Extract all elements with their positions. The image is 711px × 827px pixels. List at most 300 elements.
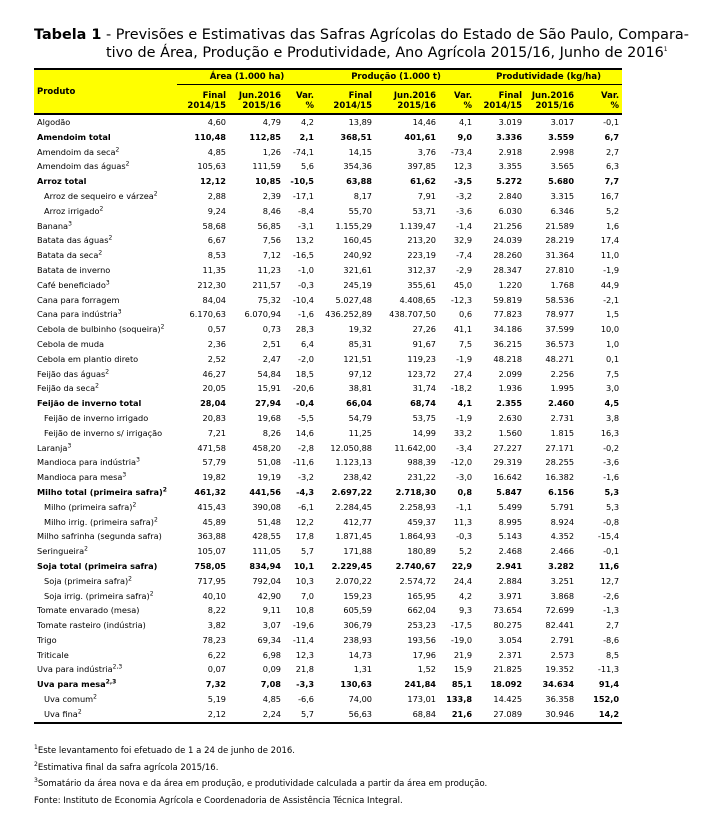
product-name: Batata da seca$^2$ [37,249,103,261]
table-cell: 19.352 [545,664,575,675]
table-cell: 5.847 [496,486,523,497]
table-row [34,500,622,515]
table-row [34,707,622,723]
table-cell: 11,0 [600,250,620,261]
table-cell: 10,1 [293,560,315,571]
table-cell: 18.092 [490,679,523,690]
column-header: Var. % [439,85,475,115]
table-cell: 5,2 [606,205,620,216]
table-cell: -2,1 [603,294,620,305]
table-cell: -17,1 [292,190,315,201]
table-cell: -3,2 [456,190,473,201]
table-cell: 2.718,30 [395,486,437,497]
product-name: Mandioca para mesa$^3$ [37,471,127,483]
table-cell: 97,12 [348,368,373,379]
table-cell: 6.170,63 [189,309,226,320]
footnote-mark: 2 [95,382,99,390]
table-cell: 0,07 [207,664,226,675]
table-cell: 21.256 [493,220,523,231]
table-cell: 1,0 [606,338,620,349]
table-cell: 2.229,45 [331,560,373,571]
product-name: Uva para indústria$^{2,3}$ [37,663,123,675]
table-cell: 12,2 [295,516,315,527]
table-cell: -19,6 [292,620,315,631]
table-cell: 77.823 [493,309,523,320]
table-cell: 27,94 [255,398,281,409]
table-cell: 2,88 [207,190,226,201]
table-cell: 10,3 [295,575,315,586]
table-cell: 662,04 [407,605,437,616]
table-cell: 111,59 [252,161,281,172]
table-cell: 110,48 [194,131,226,142]
table-cell: 8,22 [207,605,226,616]
product-name: Cebola de bulbinho (soqueira)$^2$ [37,323,165,335]
product-name: Milho safrinha (segunda safra) [37,531,162,542]
table-cell: 14,15 [348,146,373,157]
table-cell: 84,04 [202,294,226,305]
table-cell: -6,1 [298,501,315,512]
table-cell: 11,35 [202,264,226,275]
table-cell: 7,7 [604,176,620,187]
table-cell: 415,43 [197,501,226,512]
product-name: Arroz irrigado$^2$ [44,205,104,216]
table-cell: -3,1 [298,220,315,231]
footnote-mark: 2,3 [112,663,123,671]
table-cell: 53,71 [412,205,437,216]
table-cell: 5,7 [300,546,315,557]
product-name: Uva para mesa$^{2,3}$ [37,678,117,690]
table-cell: 1,26 [262,146,281,157]
table-cell: -17,5 [450,620,473,631]
table-cell: 78.977 [545,309,575,320]
product-name: Batata de inverno [37,264,111,275]
table-cell: -20,6 [292,383,315,394]
table-cell: 55,70 [348,205,373,216]
table-cell: 8,5 [606,649,620,660]
footnote-mark: 2 [125,160,130,168]
table-cell: 988,39 [407,457,437,468]
footnote-mark: 2 [154,515,158,523]
table-cell: 211,57 [252,279,281,290]
table-cell: 34.634 [542,679,575,690]
table-cell: 2.355 [496,398,523,409]
table-cell: 3,8 [606,412,620,423]
table-cell: 834,94 [249,560,281,571]
table-cell: 3.054 [498,634,523,645]
table-row [34,352,622,367]
table-cell: 3.355 [498,161,523,172]
table-cell: 3.868 [550,590,575,601]
table-row [34,114,622,130]
table-cell: 13,2 [295,235,315,246]
table-cell: -12,3 [450,294,473,305]
table-cell: 20,83 [202,412,226,423]
product-name: Arroz de sequeiro e várzea$^2$ [44,190,158,201]
table-cell: 68,84 [375,707,439,723]
table-cell: 58.536 [545,294,575,305]
table-cell: -3,0 [456,472,473,483]
table-cell: 10,0 [600,324,620,335]
table-cell: -2,0 [298,353,315,364]
table-cell: 321,61 [343,264,373,275]
footnote-mark: 2,3 [105,678,117,686]
table-row [34,441,622,456]
table-cell: 78,23 [202,634,226,645]
table-cell: 9,24 [207,205,226,216]
table-cell: 91,67 [412,338,437,349]
table-cell: 2,52 [207,353,226,364]
group-header-area: Área (1.000 ha) [177,69,317,85]
table-cell: 13,89 [348,117,373,127]
table-cell: 6,98 [262,649,281,660]
table-cell: -0,1 [603,546,620,557]
column-header: Jun.2016 2015/16 [525,85,577,115]
table-cell: 38,81 [348,383,373,394]
footnote-mark: 3 [68,219,72,227]
table-cell: -3,6 [456,205,473,216]
table-cell: 28.260 [493,250,523,261]
table-cell: 16.642 [493,472,523,483]
table-cell: 2,47 [262,353,281,364]
table-cell: 21,9 [453,649,473,660]
table-cell: 14,6 [295,427,315,438]
footnote-mark: 2 [115,145,120,153]
table-cell: 2,12 [177,707,229,723]
table-cell: 2.099 [498,368,523,379]
table-cell: 119,23 [407,353,437,364]
table-cell: 6,3 [606,161,620,172]
table-cell: 180,89 [407,546,437,557]
table-row [34,204,622,219]
table-cell: 436.252,89 [325,309,373,320]
table-cell: 2.731 [550,412,575,423]
product-name: Soja irrig. (primeira safra)$^2$ [44,589,154,601]
product-name: Cebola em plantio direto [37,353,139,364]
table-cell: 4,1 [457,398,473,409]
footnote-mark: 2 [132,500,137,508]
table-cell: 0,09 [262,664,281,675]
table-row [34,263,622,278]
table-cell: 11,3 [453,516,473,527]
table-cell: 2.371 [498,649,523,660]
table-cell: 459,37 [407,516,437,527]
table-cell: -3,3 [296,679,315,690]
table-cell: 2.840 [498,190,523,201]
table-cell: 17,96 [412,649,437,660]
table-cell: -1,3 [603,605,620,616]
table-cell: 15,91 [257,383,281,394]
table-cell: -1,4 [456,220,473,231]
table-cell: 3.971 [498,590,523,601]
table-cell: 1.220 [498,279,523,290]
table-cell: 4,85 [262,694,281,705]
table-cell: 73.654 [493,605,523,616]
table-cell: 238,93 [343,634,373,645]
table-cell: 2.998 [550,146,575,157]
table-cell: 7,5 [459,338,473,349]
table-cell: 2.466 [550,546,575,557]
table-cell: 91,4 [598,679,620,690]
table-cell: 54,84 [257,368,281,379]
table-cell: -15,4 [597,531,620,542]
table-cell: -1,9 [456,353,473,364]
column-header: Final 2014/15 [177,85,229,115]
table-cell: 7,32 [205,679,226,690]
table-cell: -2,9 [456,264,473,275]
table-cell: 15,9 [453,664,473,675]
table-row [34,529,622,544]
table-cell: 3.336 [496,131,523,142]
table-cell: 5,3 [606,501,620,512]
table-cell: 3.019 [498,117,523,127]
table-cell: 0,1 [606,353,620,364]
table-cell: 2.697,22 [331,486,373,497]
table-cell: -10,4 [292,294,315,305]
crop-table [34,68,622,724]
footnote-mark: 2 [77,708,82,716]
table-cell: 21.825 [493,664,523,675]
table-cell: 2.070,22 [335,575,373,586]
table-cell: 3,07 [262,620,281,631]
table-cell: 1,6 [606,220,620,231]
table-cell: 36.215 [493,338,523,349]
table-cell: 30.946 [525,707,577,723]
product-name: Banana$^3$ [37,219,72,231]
table-cell: 8,17 [353,190,373,201]
table-cell: 3,82 [207,620,226,631]
table-row [34,233,622,248]
table-cell: 1.815 [550,427,575,438]
table-row [34,337,622,352]
table-cell: 19,32 [348,324,373,335]
table-cell: 9,3 [459,605,473,616]
table-cell: 21.589 [545,220,575,231]
table-cell: 8,26 [262,427,281,438]
table-cell: -11,3 [597,664,620,675]
table-cell: 9,0 [457,131,473,142]
table-cell: 61,62 [410,176,437,187]
column-header: Jun.2016 2015/16 [375,85,439,115]
table-cell: 133,8 [446,694,473,705]
table-cell: 53,75 [412,412,437,423]
table-cell: 7,5 [606,368,620,379]
table-cell: 6,4 [300,338,315,349]
table-cell: 2.468 [498,546,523,557]
table-cell: 165,95 [407,590,437,601]
table-cell: 8,53 [207,250,226,261]
table-cell: 212,30 [197,279,226,290]
table-cell: 82.441 [545,620,575,631]
footnote-mark: 3 [105,279,110,287]
table-cell: 40,10 [202,590,226,601]
table-cell: 32,9 [453,235,473,246]
table-cell: 33,2 [453,427,473,438]
table-cell: 1.155,29 [335,220,373,231]
column-header: Final 2014/15 [475,85,525,115]
product-name: Uva fina$^2$ [34,707,177,723]
table-cell: 2.740,67 [395,560,437,571]
table-cell: 63,88 [346,176,373,187]
table-row [34,603,622,618]
table-cell: 22,9 [451,560,473,571]
product-name: Feijão de inverno total [37,398,142,409]
table-cell: 397,85 [407,161,437,172]
table-cell: 27,26 [412,324,437,335]
table-cell: 2.941 [496,560,523,571]
table-cell: 5,3 [604,486,620,497]
table-row [34,159,622,174]
table-cell: 24.039 [493,235,523,246]
footnote: $^3$Somatário da área nova e da área em produção, e produtividade calculada a partir da área em produção. [34,777,488,789]
table-cell: 12,7 [600,575,620,586]
footnote-mark: 2 [128,574,132,582]
table-row [34,692,622,707]
table-row [34,411,622,426]
footnote-mark: 2 [99,205,104,213]
table-cell: 11.642,00 [394,442,437,453]
table-row [34,633,622,648]
table-cell: 5,7 [284,707,317,723]
table-cell: 16.382 [545,472,575,483]
product-name: Laranja$^3$ [37,441,72,453]
table-cell: -1,6 [298,309,315,320]
table-cell: 0,73 [262,324,281,335]
table-cell: 6.070,94 [244,309,281,320]
table-cell: 69,34 [257,634,281,645]
table-cell: 5.680 [548,176,575,187]
table-row [34,174,622,189]
table-cell: 605,59 [343,605,373,616]
table-cell: 4,85 [207,146,226,157]
table-cell: 2.791 [550,634,575,645]
table-cell: -2,6 [603,590,620,601]
footnote: Fonte: Instituto de Economia Agrícola e Coordenadoria de Assistência Técnica Integral. [34,795,403,806]
table-cell: 4,5 [604,398,620,409]
table-row [34,544,622,559]
product-name: Mandioca para indústria$^3$ [37,456,140,468]
column-header: Var. % [577,85,622,115]
table-cell: 171,88 [343,546,373,557]
table-row [34,248,622,263]
table-row [34,219,622,234]
table-row [34,662,622,677]
product-name: Amendoim das águas$^2$ [37,160,130,172]
table-title-prefix: Tabela 1 [34,27,102,43]
table-cell: 1.139,47 [399,220,437,231]
table-cell: 21,8 [295,664,315,675]
table-cell: -10,5 [290,176,315,187]
table-cell: 4,1 [459,117,473,127]
product-name: Tomate rasteiro (indústria) [37,620,146,631]
table-cell: 240,92 [343,250,373,261]
table-cell: 3,0 [606,383,620,394]
table-row [34,559,622,574]
table-cell: 4.352 [550,531,575,542]
table-cell: 121,51 [343,353,373,364]
table-cell: 57,79 [202,457,226,468]
table-cell: 245,19 [343,279,373,290]
table-cell: 31,74 [412,383,437,394]
table-row [34,470,622,485]
table-cell: 6.030 [498,205,523,216]
table-cell: 471,58 [197,442,226,453]
table-cell: 3.565 [550,161,575,172]
column-header: Jun.2016 2015/16 [229,85,284,115]
table-row [34,677,622,692]
table-cell: 6,22 [207,649,226,660]
table-cell: 85,1 [451,679,473,690]
table-cell: -74,1 [292,146,315,157]
table-cell: 1.123,13 [335,457,373,468]
group-header-produtividade: Produtividade (kg/ha) [475,69,622,85]
table-cell: 3.017 [550,117,575,127]
table-cell: -18,2 [450,383,473,394]
table-cell: 59.819 [493,294,523,305]
table-row [34,589,622,604]
table-cell: 123,72 [407,368,437,379]
table-cell: 458,20 [252,442,281,453]
table-cell: -6,6 [298,694,315,705]
table-cell: -4,3 [296,486,315,497]
table-cell: 0,8 [457,486,473,497]
product-name: Batata das águas$^2$ [37,234,113,246]
table-row [34,455,622,470]
table-cell: 45,89 [202,516,226,527]
table-cell: 66,04 [346,398,373,409]
column-header-produto: Produto [34,69,177,114]
table-cell: 16,3 [600,427,620,438]
table-cell: -16,5 [292,250,315,261]
table-cell: -5,5 [298,412,315,423]
column-header: Final 2014/15 [317,85,375,115]
table-row [34,618,622,633]
table-cell: 8.995 [498,516,523,527]
table-cell: 438.707,50 [389,309,437,320]
table-row [34,367,622,382]
table-cell: -0,1 [603,117,620,127]
table-cell: 2.574,72 [399,575,437,586]
table-cell: 105,63 [197,161,226,172]
table-cell: 46,27 [202,368,226,379]
table-cell: 173,01 [407,694,437,705]
table-cell: 9,11 [262,605,281,616]
column-header: Var. % [284,85,317,115]
table-cell: 5.272 [496,176,523,187]
table-row [34,381,622,396]
table-cell: 363,88 [197,531,226,542]
footnote: $^1$Este levantamento foi efetuado de 1 a 24 de junho de 2016. [34,744,295,756]
table-cell: 19,19 [257,472,281,483]
table-cell: -8,4 [298,205,315,216]
table-cell: 5.143 [498,531,523,542]
table-row [34,396,622,411]
table-cell: 160,45 [343,235,373,246]
footnote-mark: 2 [93,693,97,701]
table-cell: 14,46 [412,117,437,127]
table-cell: 29.319 [493,457,523,468]
table-cell: -0,4 [296,398,315,409]
table-cell: 11,6 [598,560,620,571]
table-cell: 5,6 [300,161,315,172]
table-cell: 24,4 [453,575,473,586]
product-name: Cana para forragem [37,294,120,305]
footnote-mark: 2 [84,545,88,553]
table-cell: 7,0 [300,590,315,601]
table-cell: 6,7 [604,131,620,142]
table-cell: -3,6 [603,457,620,468]
footnote-mark: 3 [117,308,122,316]
table-cell: 36.358 [545,694,575,705]
